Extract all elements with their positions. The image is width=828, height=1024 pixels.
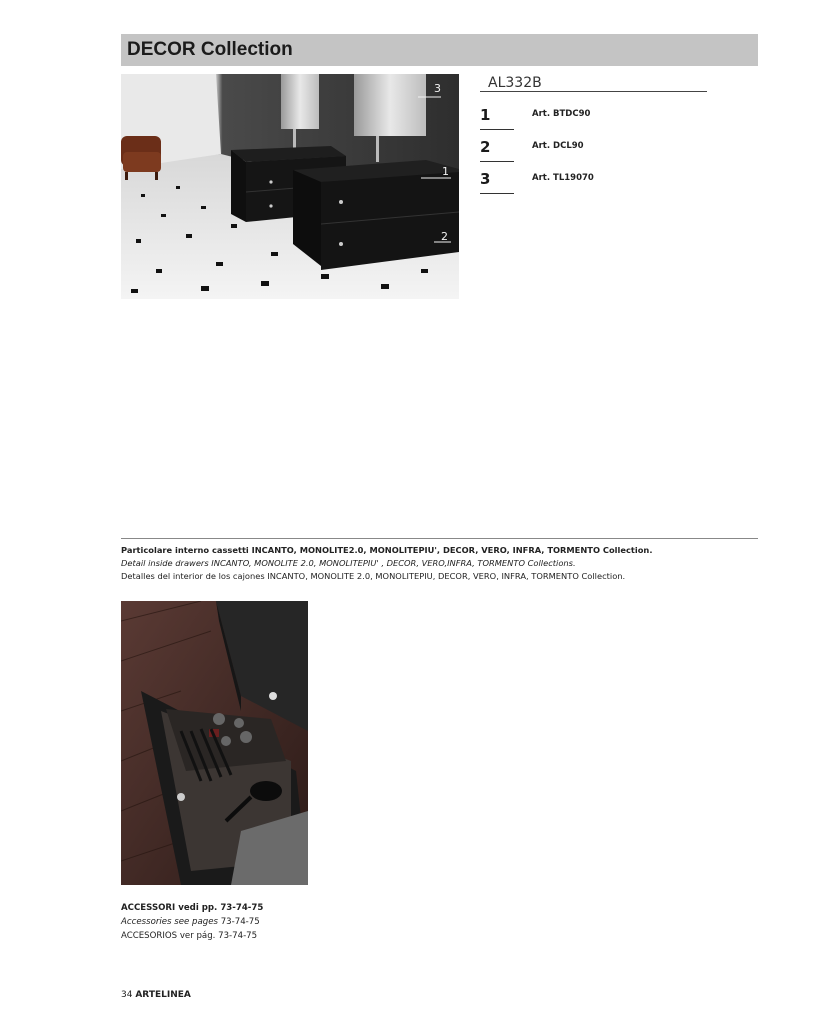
brand-name: ARTELINEA: [135, 990, 191, 1000]
accessories-en: [121, 917, 260, 927]
part-article: Art. BTDC90: [532, 109, 591, 119]
detail-caption-it-bold: INCANTO, MONOLITE2.0, MONOLITEPIU', DECOR, VERO, INFRA, TORMENTO Collection.: [251, 545, 653, 555]
part-article: Art. DCL90: [532, 141, 584, 151]
part-row: [480, 106, 680, 138]
page-number: 34: [121, 990, 133, 1000]
detail-caption-it: [121, 545, 652, 555]
detail-caption-en: Detail inside drawers INCANTO, MONOLITE 2.0, MONOLITEPIU' , DECOR, VERO,INFRA, TORMENTO Collections.: [121, 558, 576, 568]
page-title-bar: [121, 34, 758, 66]
detail-caption-it-prefix: Particolare interno cassetti: [121, 545, 252, 555]
page-footer: [121, 990, 191, 1000]
part-number: 3: [480, 170, 491, 188]
bathroom-photo: [121, 74, 459, 299]
part-underline: [480, 129, 514, 130]
accessories-en-pages: 73-74-75: [220, 917, 260, 927]
callout-2: 2: [441, 230, 448, 243]
callout-1: 1: [442, 165, 449, 178]
product-code-block: [480, 74, 707, 92]
accessories-it-text: ACCESSORI vedi pp. 73-74-75: [121, 903, 264, 913]
drawer-photo: [121, 601, 308, 885]
part-underline: [480, 161, 514, 162]
part-underline: [480, 193, 514, 194]
part-row: [480, 138, 680, 170]
product-code: AL332B: [480, 74, 707, 92]
callout-3: 3: [434, 82, 441, 95]
detail-caption-es: Detalles del interior de los cajones INCANTO, MONOLITE 2.0, MONOLITEPIU, DECOR, VERO, INFRA, TORMENTO Collection.: [121, 571, 626, 581]
accessories-es: ACCESORIOS ver pág. 73-74-75: [121, 931, 258, 941]
accessories-it: [121, 903, 263, 913]
part-row: [480, 170, 680, 202]
part-number: 1: [480, 106, 491, 124]
part-article: Art. TL19070: [532, 173, 594, 183]
drawer-illustration: [121, 601, 308, 885]
part-number: 2: [480, 138, 491, 156]
bathroom-illustration: [121, 74, 459, 299]
accessories-en-italic: Accessories see pages: [121, 917, 221, 927]
page-title: DECOR Collection: [127, 39, 293, 60]
section-divider: [121, 538, 758, 539]
